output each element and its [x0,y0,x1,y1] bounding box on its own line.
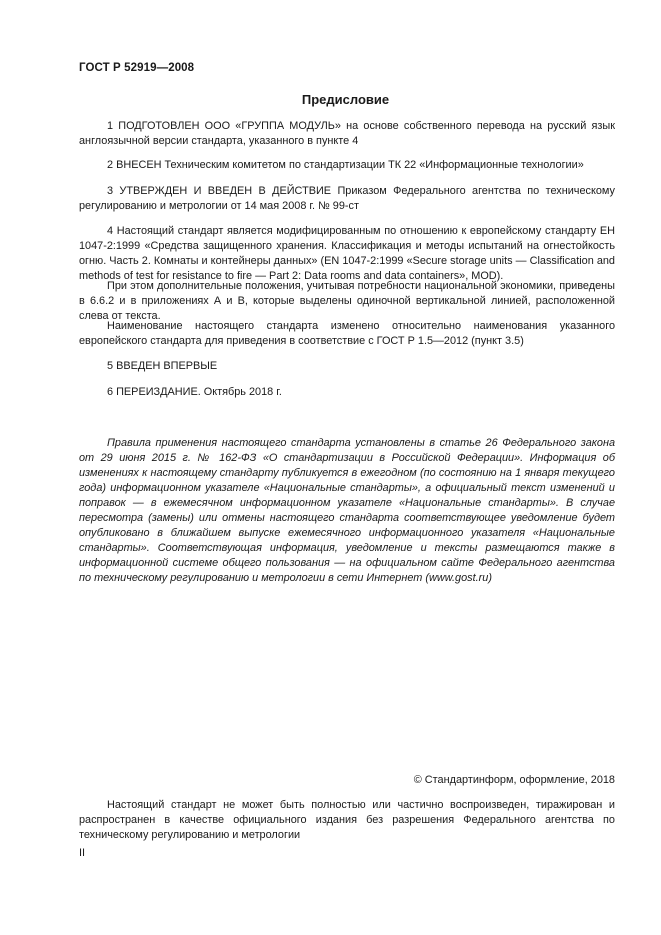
item-4-paragraph: 4 Настоящий стандарт является модифицированным по отношению к европейскому стандарту ЕН 1047-2:1999 «Средства защищенного хранения. Классификация и методы испытаний на огнестойкость огню. Часть 2. Комнаты и контейнеры данных» (EN 1047-2:1999 «Secure storage units — Classification and methods of test for resistance to fire — Part 2: Data rooms and data containers», MOD). [79,225,615,282]
item-5-paragraph: 5 ВВЕДЕН ВПЕРВЫЕ [107,360,218,372]
item-1-paragraph: 1 ПОДГОТОВЛЕН ООО «ГРУППА МОДУЛЬ» на основе собственного перевода на русский язык англоязычной версии стандарта, указанного в пункте 4 [79,120,615,147]
document-code: ГОСТ Р 52919—2008 [79,62,195,74]
item-3-paragraph: 3 УТВЕРЖДЕН И ВВЕДЕН В ДЕЙСТВИЕ Приказом Федерального агентства по техническому регулированию и метрологии от 14 мая 2008 г. № 99-ст [79,185,615,212]
reproduction-notice: Настоящий стандарт не может быть полностью или частично воспроизведен, тиражирован и распространен в качестве официального издания без разрешения Федерального агентства по техническому регулированию и метрологии [79,799,615,841]
copyright-line: © Стандартинформ, оформление, 2018 [413,774,615,786]
application-rules-notice: Правила применения настоящего стандарта установлены в статье 26 Федерального закона от 29 июня 2015 г. № 162-ФЗ «О стандартизации в Российской Федерации». Информация об изменениях к настоящему стандарту публикуется в ежегодном (по состоянию на 1 января текущего года) информационном указателе «Национальные стандарты», а официальный текст изменений и поправок — в ежемесячном информационном указателе «Национальные стандарты». В случае пересмотра (замены) или отмены настоящего стандарта соответствующее уведомление будет опубликовано в ближайшем выпуске ежемесячного информационного указателя «Национальные стандарты». Соответствующая информация, уведомление и тексты размещаются также в информационной системе общего пользования — на официальном сайте Федерального агентства по техническому регулированию и метрологии в сети Интернет (www.gost.ru) [79,437,615,584]
item-4-additional-paragraph: При этом дополнительные положения, учитывая потребности национальной экономики, приведены в 6.6.2 и в приложениях А и В, которые выделены одиночной вертикальной линией, расположенной слева от текста. [79,280,615,322]
page-number: II [79,847,86,859]
page-title: Предисловие [301,92,390,107]
item-4-name-change-paragraph: Наименование настоящего стандарта изменено относительно наименования указанного европейского стандарта для приведения в соответствие с ГОСТ Р 1.5—2012 (пункт 3.5) [79,320,615,347]
item-6-paragraph: 6 ПЕРЕИЗДАНИЕ. Октябрь 2018 г. [107,386,282,398]
item-2-paragraph: 2 ВНЕСЕН Техническим комитетом по стандартизации ТК 22 «Информационные технологии» [107,159,584,171]
